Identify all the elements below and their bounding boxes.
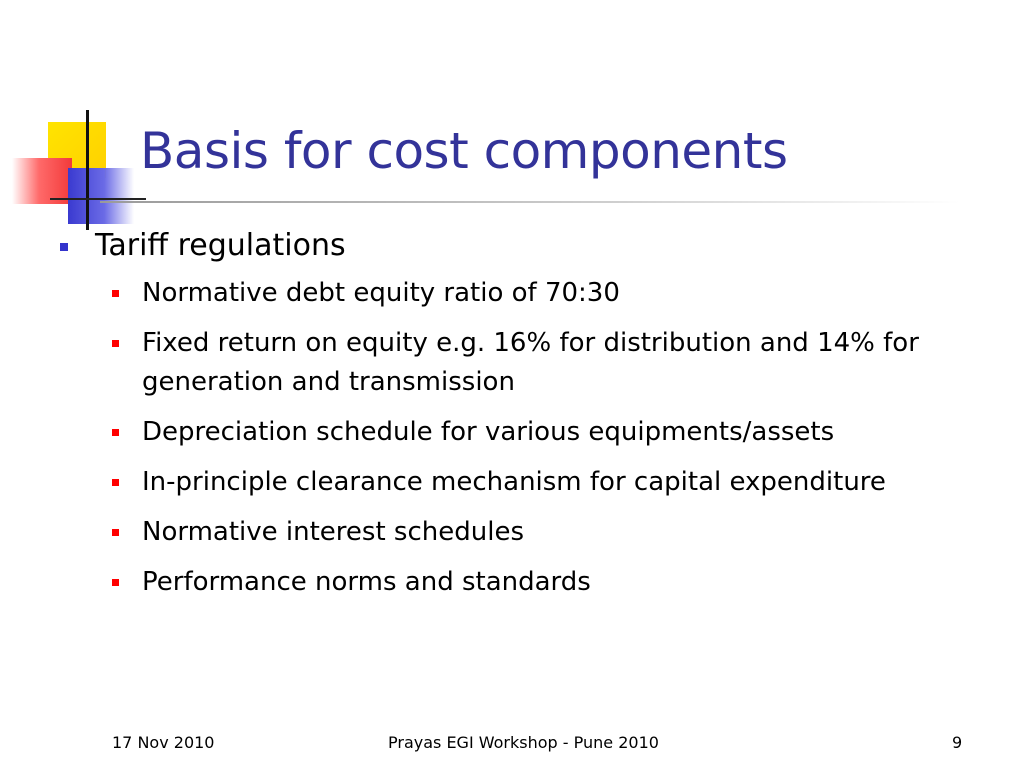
- square-bullet-icon: [112, 529, 119, 536]
- logo-blue-square: [68, 168, 134, 224]
- slide-body: [60, 226, 960, 613]
- sub-bullet-list: [112, 274, 960, 602]
- sub-bullet-item: [112, 563, 960, 602]
- sub-bullet-item: [112, 463, 960, 502]
- square-bullet-icon: [112, 340, 119, 347]
- sub-bullet-item: [112, 413, 960, 452]
- bullet-text: Tariff regulations: [95, 228, 346, 263]
- square-bullet-icon: [112, 429, 119, 436]
- square-bullet-icon: [60, 243, 68, 251]
- sub-bullet-text: In-principle clearance mechanism for capital expenditure: [142, 467, 886, 497]
- logo-vertical-line: [86, 110, 89, 230]
- bullet-item: [60, 226, 960, 266]
- square-bullet-icon: [112, 579, 119, 586]
- decorative-logo: [0, 0, 150, 240]
- slide-title: Basis for cost components: [140, 122, 788, 180]
- page-number: 9: [952, 733, 963, 752]
- square-bullet-icon: [112, 479, 119, 486]
- footer-date: 17 Nov 2010: [112, 733, 215, 752]
- sub-bullet-text: Normative debt equity ratio of 70:30: [142, 278, 620, 308]
- sub-bullet-item: [112, 274, 960, 313]
- sub-bullet-item: [112, 513, 960, 552]
- sub-bullet-text: Normative interest schedules: [142, 517, 524, 547]
- sub-bullet-item: [112, 324, 960, 402]
- footer-title: Prayas EGI Workshop - Pune 2010: [388, 733, 659, 752]
- square-bullet-icon: [112, 290, 119, 297]
- logo-horizontal-line: [50, 198, 146, 200]
- title-divider: [100, 201, 960, 203]
- sub-bullet-text: Fixed return on equity e.g. 16% for distribution and 14% for generation and transmission: [142, 328, 919, 397]
- sub-bullet-text: Depreciation schedule for various equipments/assets: [142, 417, 835, 447]
- sub-bullet-text: Performance norms and standards: [142, 567, 591, 597]
